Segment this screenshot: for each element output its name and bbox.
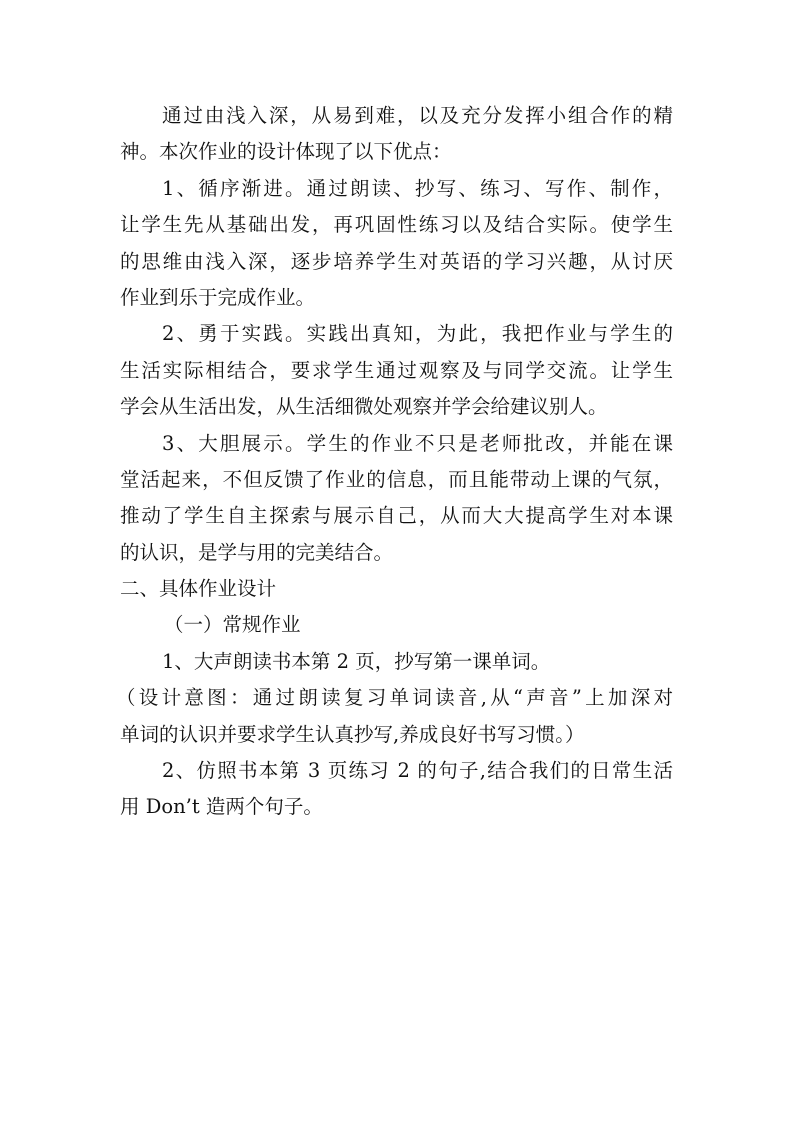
subsection-heading: （一）常规作业 — [164, 613, 301, 637]
document-body — [116, 98, 673, 826]
task-2-line-1: 2、仿照书本第 3 页练习 2 的句子,结合我们的日常生活 — [162, 759, 673, 783]
task-2-line-2: 用 Don’t 造两个句子。 — [120, 795, 323, 819]
point-2-line-1: 2、勇于实践。实践出真知，为此，我把作业与学生的 — [162, 322, 673, 346]
point-3-line-2: 堂活起来，不但反馈了作业的信息，而且能带动上课的气氛， — [120, 467, 673, 491]
point-1-line-2: 让学生先从基础出发，再巩固性练习以及结合实际。使学生 — [120, 213, 673, 237]
task-1: 1、大声朗读书本第 2 页，抄写第一课单词。 — [162, 649, 551, 673]
point-1-line-3: 的思维由浅入深，逐步培养学生对英语的学习兴趣，从讨厌 — [120, 249, 673, 273]
point-3-line-4: 的认识，是学与用的完美结合。 — [120, 540, 394, 564]
design-intent-line-1: （设计意图：通过朗读复习单词读音,从“声音”上加深对 — [116, 686, 673, 710]
point-3-line-1: 3、大胆展示。学生的作业不只是老师批改，并能在课 — [162, 431, 673, 455]
section-heading: 二、具体作业设计 — [120, 577, 277, 601]
point-1-line-1: 1、循序渐进。通过朗读、抄写、练习、写作、制作， — [162, 176, 673, 200]
paragraph-intro-line-1: 通过由浅入深，从易到难，以及充分发挥小组合作的精 — [162, 104, 673, 127]
point-2-line-3: 学会从生活出发，从生活细微处观察并学会给建议别人。 — [120, 395, 608, 419]
paragraph-intro-line-2: 神。本次作业的设计体现了以下优点： — [120, 140, 452, 164]
design-intent-line-2: 单词的认识并要求学生认真抄写,养成良好书写习惯。） — [120, 722, 585, 746]
point-2-line-2: 生活实际相结合，要求学生通过观察及与同学交流。让学生 — [120, 358, 673, 382]
point-3-line-3: 推动了学生自主探索与展示自己，从而大大提高学生对本课 — [120, 504, 673, 528]
point-1-line-4: 作业到乐于完成作业。 — [120, 285, 316, 309]
